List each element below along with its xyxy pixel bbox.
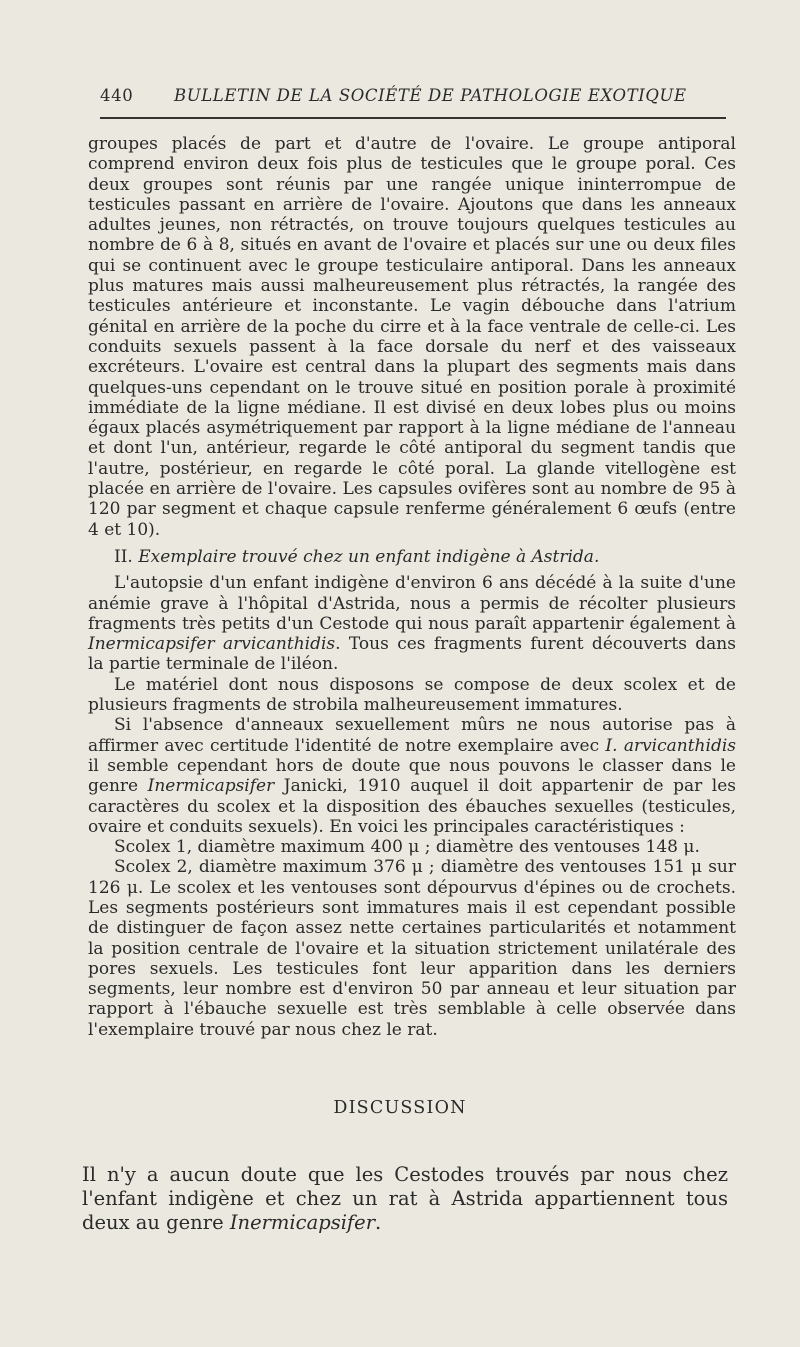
genus-name: Inermicapsifer xyxy=(147,776,275,797)
paragraph-material: Le matériel dont nous disposons se compose de deux scolex et de plusieurs fragments de strobila malheureusement immatures. xyxy=(88,674,736,716)
paragraph-text: L'autopsie d'un enfant indigène d'environ 6 ans décédé à la suite d'une anémie grave à l'hôpital d'Astrida, nous a permis de récolter plusieurs fragments très petits d'un Cestode qui nous paraît appartenir également à xyxy=(88,573,736,634)
section-heading xyxy=(88,547,736,567)
discussion-paragraph xyxy=(82,1163,728,1235)
section-title: Exemplaire trouvé chez un enfant indigène à Astrida. xyxy=(138,546,600,567)
paragraph-text: . xyxy=(375,1210,382,1234)
paragraph-text: il semble cependant hors de doute que nous pouvons le classer dans le genre xyxy=(88,755,736,797)
genus-name: Inermicapsifer xyxy=(229,1210,376,1234)
paragraph-continuation: groupes placés de part et d'autre de l'ovaire. Le groupe antiporal comprend environ deux fois plus de testicules que le groupe poral. Ces deux groupes sont réunis par une rangée unique ininterrompue de testicules passant en arrière de l'ovaire. Ajoutons que dans les anneaux adultes jeunes, non rétractés, on trouve toujours quelques testicules au nombre de 6 à 8, situés en avant de l'ovaire et placés sur une ou deux files qui se continuent avec le groupe testiculaire antiporal. Dans les anneaux plus matures mais aussi malheureusement plus rétractés, la rangée des testicules antérieure et inconstante. Le vagin débouche dans l'atrium génital en arrière de la poche du cirre et à la face ventrale de celle-ci. Les conduits sexuels passent à la face dorsale du nerf et des vaisseaux excréteurs. L'ovaire est central dans la plupart des segments mais dans quelques-uns cependant on le trouve situé en position porale à proximité immédiate de la ligne médiane. Il est divisé en deux lobes plus ou moins égaux placés asymétriquement par rapport à la ligne médiane de l'anneau et dont l'un, antérieur, regarde le côté antiporal du segment tandis que l'autre, postérieur, en regarde le côté poral. La glande vitellogène est placée en arrière de l'ovaire. Les capsules ovifères sont au nombre de 95 à 120 par segment et chaque capsule renferme généralement 6 œufs (entre 4 et 10). xyxy=(88,134,736,540)
journal-title: BULLETIN DE LA SOCIÉTÉ DE PATHOLOGIE EXOTIQUE xyxy=(174,86,687,105)
paragraph-text: . Tous ces fragments furent découverts dans la partie terminale de l'iléon. xyxy=(88,634,736,675)
paragraph-text: Si l'absence d'anneaux sexuellement mûrs ne nous autorise pas à affirmer avec certitude l'identité de notre exemplaire avec xyxy=(88,715,736,756)
paragraph-autopsy xyxy=(88,573,736,674)
article-body xyxy=(88,134,736,1040)
species-name: I. arvicanthidis xyxy=(605,735,736,756)
paragraph-scolex-1: Scolex 1, diamètre maximum 400 μ ; diamètre des ventouses 148 μ. xyxy=(114,837,700,858)
species-name: Inermicapsifer arvicanthidis xyxy=(88,634,336,655)
paragraph-scolex-2: Scolex 2, diamètre maximum 376 μ ; diamètre des ventouses 151 μ sur 126 μ. Le scolex et les ventouses sont dépourvus d'épines ou de crochets. Les segments postérieurs sont immatures mais il est cependant possible de distinguer de façon assez nette certaines particularités et notamment la position centrale de l'ovaire et la situation strictement unilatérale des pores sexuels. Les testicules font leur apparition dans les derniers segments, leur nombre est d'environ 50 par anneau et leur situation par rapport à l'ébauche sexuelle est très semblable à celle observée dans l'exemplaire trouvé par nous chez le rat. xyxy=(88,857,736,1040)
paragraph-identity xyxy=(88,715,736,837)
header-rule xyxy=(100,117,726,119)
page-number: 440 xyxy=(100,86,134,105)
section-number: II. xyxy=(114,546,133,567)
paragraph-text: Janicki, 1910 auquel il doit appartenir de par les caractères du scolex et la disposition des ébauches sexuelles (testicules, ovaire et conduits sexuels). En voici les principales caractéristiques : xyxy=(88,776,737,837)
paragraph-text: Il n'y a aucun doute que les Cestodes trouvés par nous chez l'enfant indigène et chez un rat à Astrida appartiennent tous deux au genre xyxy=(82,1162,728,1234)
discussion-heading: DISCUSSION xyxy=(333,1098,467,1118)
